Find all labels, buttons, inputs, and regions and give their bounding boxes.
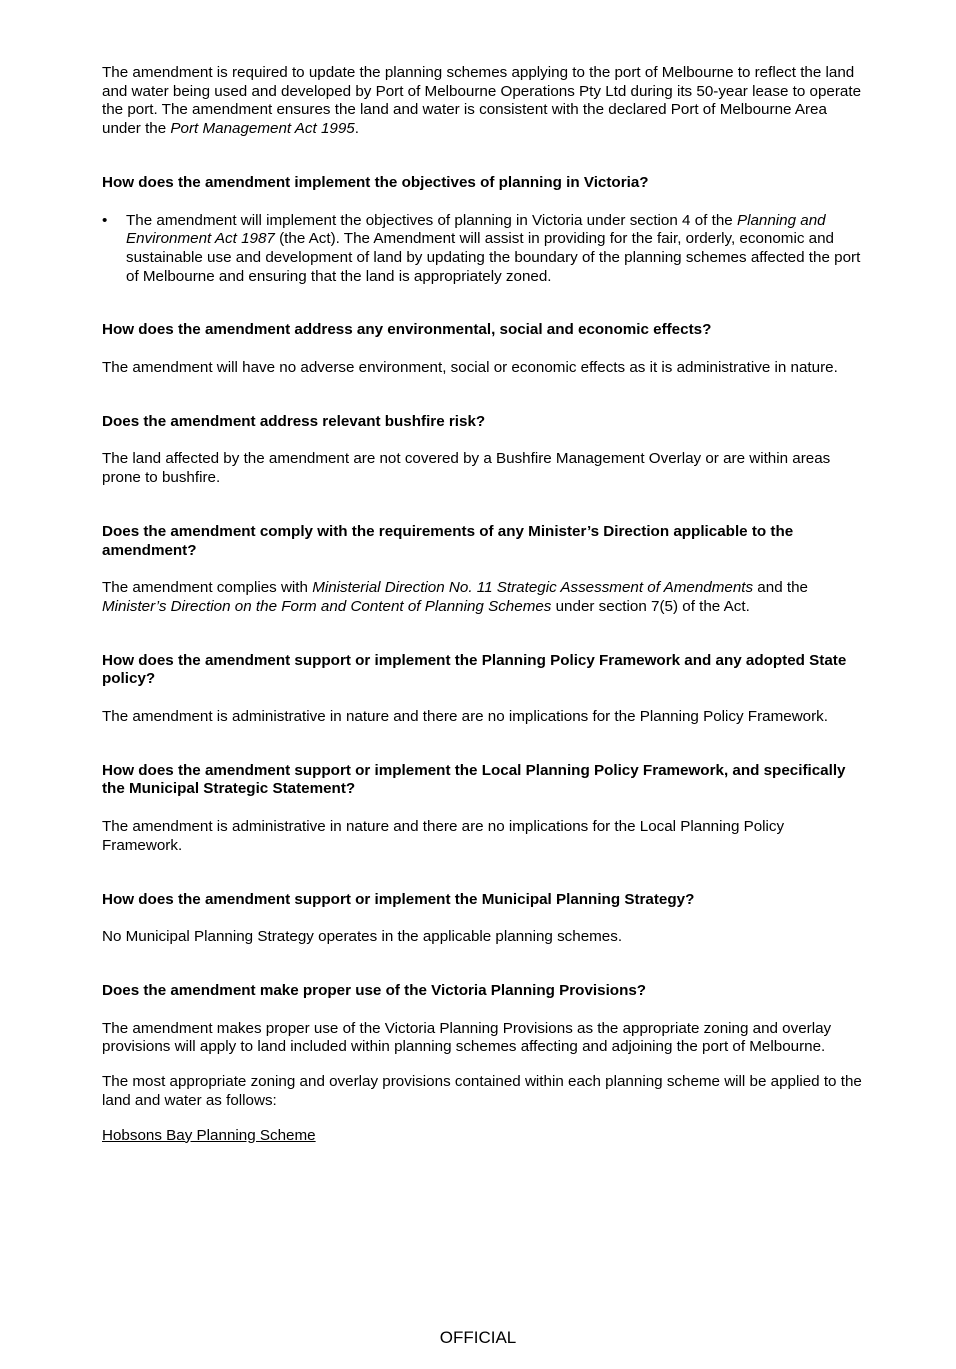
question-vpp: Does the amendment make proper use of the Victoria Planning Provisions? <box>102 981 647 999</box>
question-ppf: How does the amendment support or implement the Planning Policy Framework and any adopted State policy? <box>102 651 847 688</box>
document-body <box>102 64 862 1145</box>
intro-paragraph: The amendment is required to update the planning schemes applying to the port of Melbourne to reflect the land and water being used and developed by Port of Melbourne Operations Pty Ltd during its 50-year lease to operate the port. The amendment ensures the land and water is consistent with the declared Port of Melbourne Area under the Port Management Act 1995. <box>102 64 862 138</box>
objectives-list <box>102 212 862 287</box>
answer-ppf: The amendment is administrative in nature and there are no implications for the Planning Policy Framework. <box>102 708 828 726</box>
question-direction: Does the amendment comply with the requirements of any Minister’s Direction applicable to the amendment? <box>102 522 794 559</box>
question-bushfire: Does the amendment address relevant bushfire risk? <box>102 412 486 430</box>
answer-lppf: The amendment is administrative in nature and there are no implications for the Local Planning Policy Framework. <box>102 818 785 854</box>
scheme-heading: Hobsons Bay Planning Scheme <box>102 1126 316 1144</box>
question-objectives: How does the amendment implement the objectives of planning in Victoria? <box>102 173 649 191</box>
footer-classification: OFFICIAL <box>439 1328 517 1347</box>
answer-vpp-2: The most appropriate zoning and overlay provisions contained within each planning scheme will be applied to the land and water as follows: <box>102 1073 862 1109</box>
question-lppf: How does the amendment support or implement the Local Planning Policy Framework, and specifically the Municipal Strategic Statement? <box>102 761 846 798</box>
answer-direction: The amendment complies with Ministerial Direction No. 11 Strategic Assessment of Amendments and the Minister’s Direction on the Form and Content of Planning Schemes under section 7(5) of the Act. <box>102 579 808 615</box>
question-mps: How does the amendment support or implement the Municipal Planning Strategy? <box>102 890 695 908</box>
answer-vpp-1: The amendment makes proper use of the Victoria Planning Provisions as the appropriate zoning and overlay provisions will apply to land included within planning schemes affecting and adjoining the port of Melbourne. <box>102 1019 832 1056</box>
answer-effects: The amendment will have no adverse environment, social or economic effects as it is administrative in nature. <box>102 359 838 377</box>
answer-mps: No Municipal Planning Strategy operates in the applicable planning schemes. <box>102 928 623 946</box>
answer-bushfire: The land affected by the amendment are not covered by a Bushfire Management Overlay or are within areas prone to bushfire. <box>102 450 831 487</box>
bullet-icon: • <box>102 211 108 229</box>
question-effects: How does the amendment address any environmental, social and economic effects? <box>102 321 712 339</box>
list-item: • The amendment will implement the objectives of planning in Victoria under section 4 of the Planning and Environment Act 1987 (the Act). The Amendment will assist in providing for the fair, orderly, economic and sustainable use and development of land by updating the boundary of the planning schemes affected the port of Melbourne and ensuring that the land is appropriately zoned. <box>102 211 861 285</box>
